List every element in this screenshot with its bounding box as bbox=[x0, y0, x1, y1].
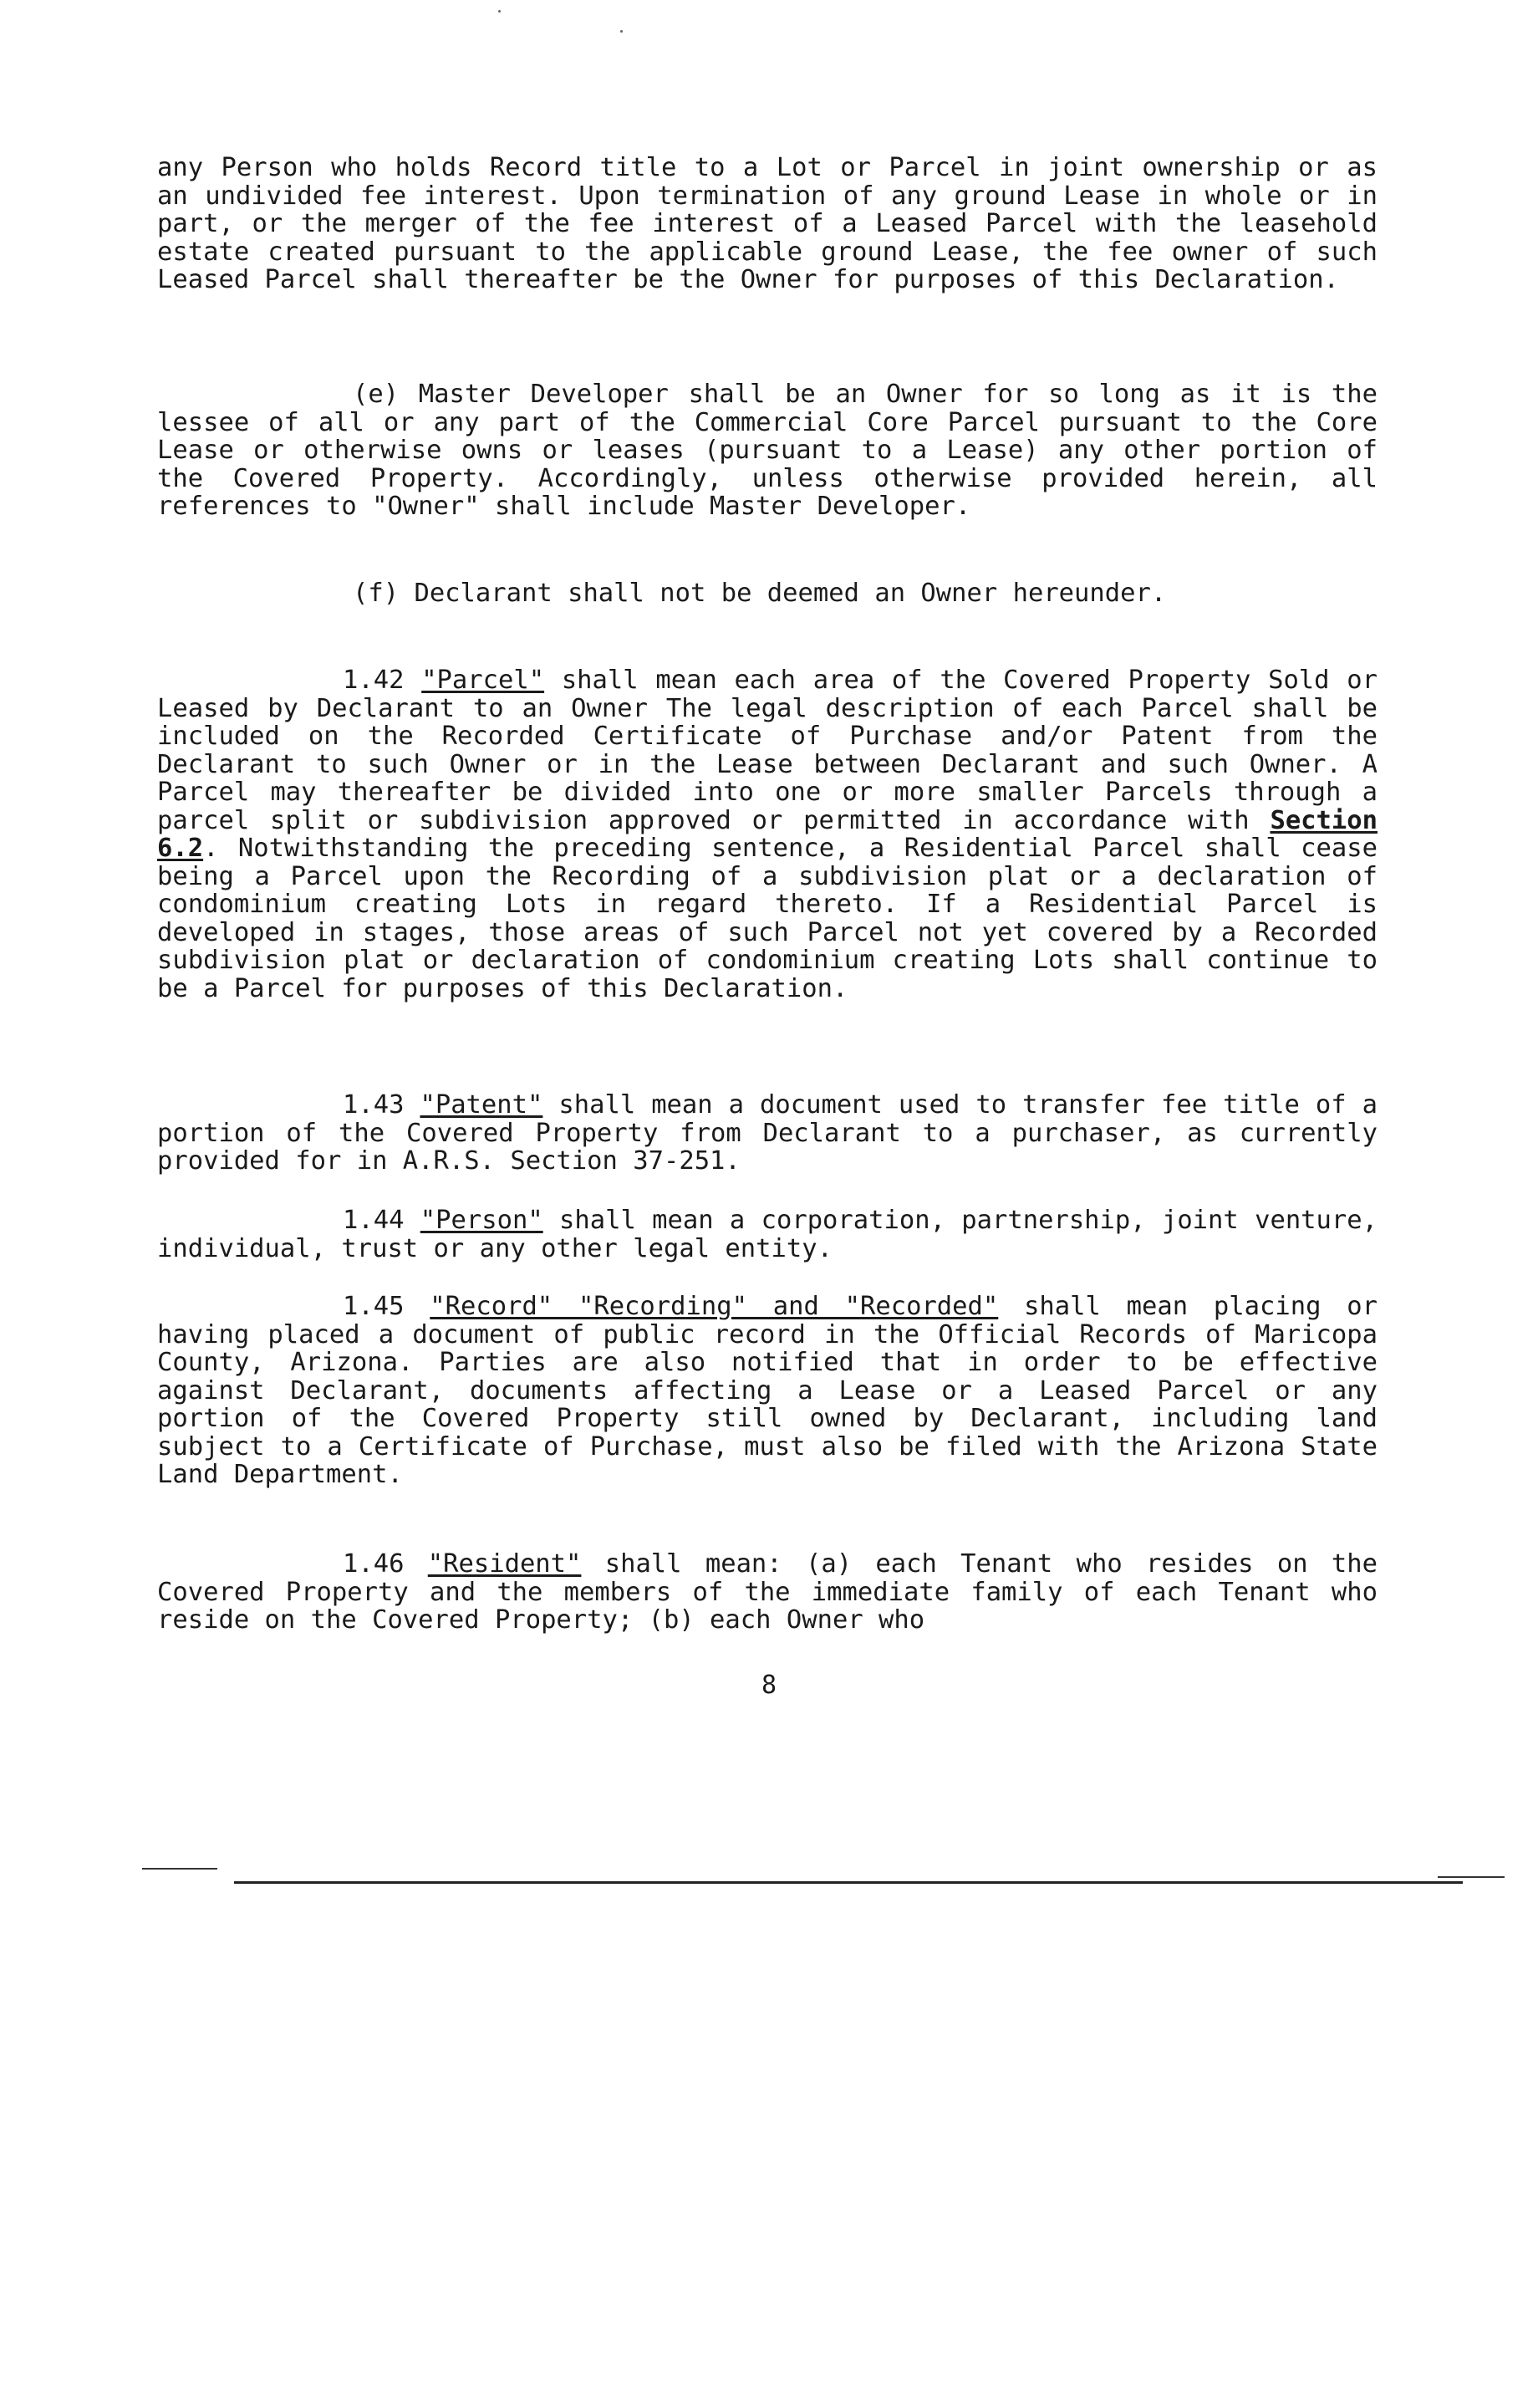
section-text: shall mean a document used to transfer fee title of a portion of the Covered Property from Declarant to a purchaser, as currently provided for in A.R.S. Section 37-251. bbox=[157, 1090, 1378, 1176]
section-number: 1.44 bbox=[343, 1206, 405, 1235]
page-number: 8 bbox=[761, 1671, 777, 1700]
paragraph-owner-continued bbox=[157, 154, 1378, 294]
scan-speck bbox=[620, 30, 623, 33]
scan-artifact-line bbox=[142, 1868, 217, 1870]
section-text: . Notwithstanding the preceding sentence, a Residential Parcel shall cease being a Parcel upon the Recording of a subdivision plat or a declaration of condominium creating Lots in regard thereto. If a Residential Parcel is developed in stages, those areas of such Parcel not yet covered by a Recorded subdivision plat or declaration of condominium creating Lots shall continue to be a Parcel for purposes of this Declaration. bbox=[157, 834, 1378, 1003]
defined-term: "Resident" bbox=[427, 1549, 582, 1579]
paragraph-text: (e) Master Developer shall be an Owner for so long as it is the lessee of all or any part of the Commercial Core Parcel pursuant to the Core Lease or otherwise owns or leases (pursuant to a Lease) any other portion of the Covered Property. Accordingly, unless otherwise provided herein, all references to "Owner" shall include Master Developer. bbox=[157, 380, 1378, 521]
section-1-43-patent bbox=[157, 1091, 1378, 1176]
section-1-45-record bbox=[157, 1293, 1378, 1489]
paragraph-text: (f) Declarant shall not be deemed an Owner hereunder. bbox=[353, 579, 1167, 608]
defined-term: "Record" "Recording" and "Recorded" bbox=[430, 1292, 999, 1321]
paragraph-e-master-developer bbox=[157, 380, 1378, 521]
defined-term: "Person" bbox=[420, 1206, 543, 1235]
section-number: 1.42 bbox=[343, 666, 405, 695]
paragraph-text: any Person who holds Record title to a Lot or Parcel in joint ownership or as an undivided fee interest. Upon termination of any ground Lease in whole or in part, or the merger of the fee interest of a Leased Parcel with the leasehold estate created pursuant to the applicable ground Lease, the fee owner of such Leased Parcel shall thereafter be the Owner for purposes of this Declaration. bbox=[157, 153, 1378, 294]
section-text: shall mean a corporation, partnership, joint venture, individual, trust or any other legal entity. bbox=[157, 1206, 1378, 1263]
section-text: shall mean each area of the Covered Property Sold or Leased by Declarant to an Owner The legal description of each Parcel shall be included on the Recorded Certificate of Purchase and/or Patent from the Declarant to such Owner or in the Lease between Declarant and such Owner. A Parcel may thereafter be divided into one or more smaller Parcels through a parcel split or subdivision approved or permitted in accordance with bbox=[157, 666, 1378, 835]
section-text: shall mean: (a) each Tenant who resides on the Covered Property and the members of the immediate family of each Tenant who reside on the Covered Property; (b) each Owner who bbox=[157, 1549, 1378, 1635]
section-reference: Section 6.2 bbox=[157, 805, 1378, 863]
paragraph-f-declarant bbox=[157, 579, 1378, 608]
section-number: 1.45 bbox=[343, 1292, 405, 1321]
section-1-42-parcel bbox=[157, 666, 1378, 1002]
defined-term: "Parcel" bbox=[421, 666, 545, 695]
scan-speck bbox=[498, 10, 501, 13]
section-1-44-person bbox=[157, 1207, 1378, 1263]
scan-artifact-line bbox=[1438, 1876, 1505, 1878]
scan-artifact-rule bbox=[234, 1881, 1463, 1884]
section-text: shall mean placing or having placed a document of public record in the Official Records of Maricopa County, Arizona. Parties are also notified that in order to be effective against Declarant, documents affecting a Lease or a Leased Parcel or any portion of the Covered Property still owned by Declarant, including land subject to a Certificate of Purchase, must also be filed with the Arizona State Land Department. bbox=[157, 1292, 1378, 1489]
section-number: 1.43 bbox=[343, 1090, 405, 1120]
section-number: 1.46 bbox=[343, 1549, 405, 1579]
defined-term: "Patent" bbox=[420, 1090, 543, 1120]
section-1-46-resident bbox=[157, 1550, 1378, 1635]
